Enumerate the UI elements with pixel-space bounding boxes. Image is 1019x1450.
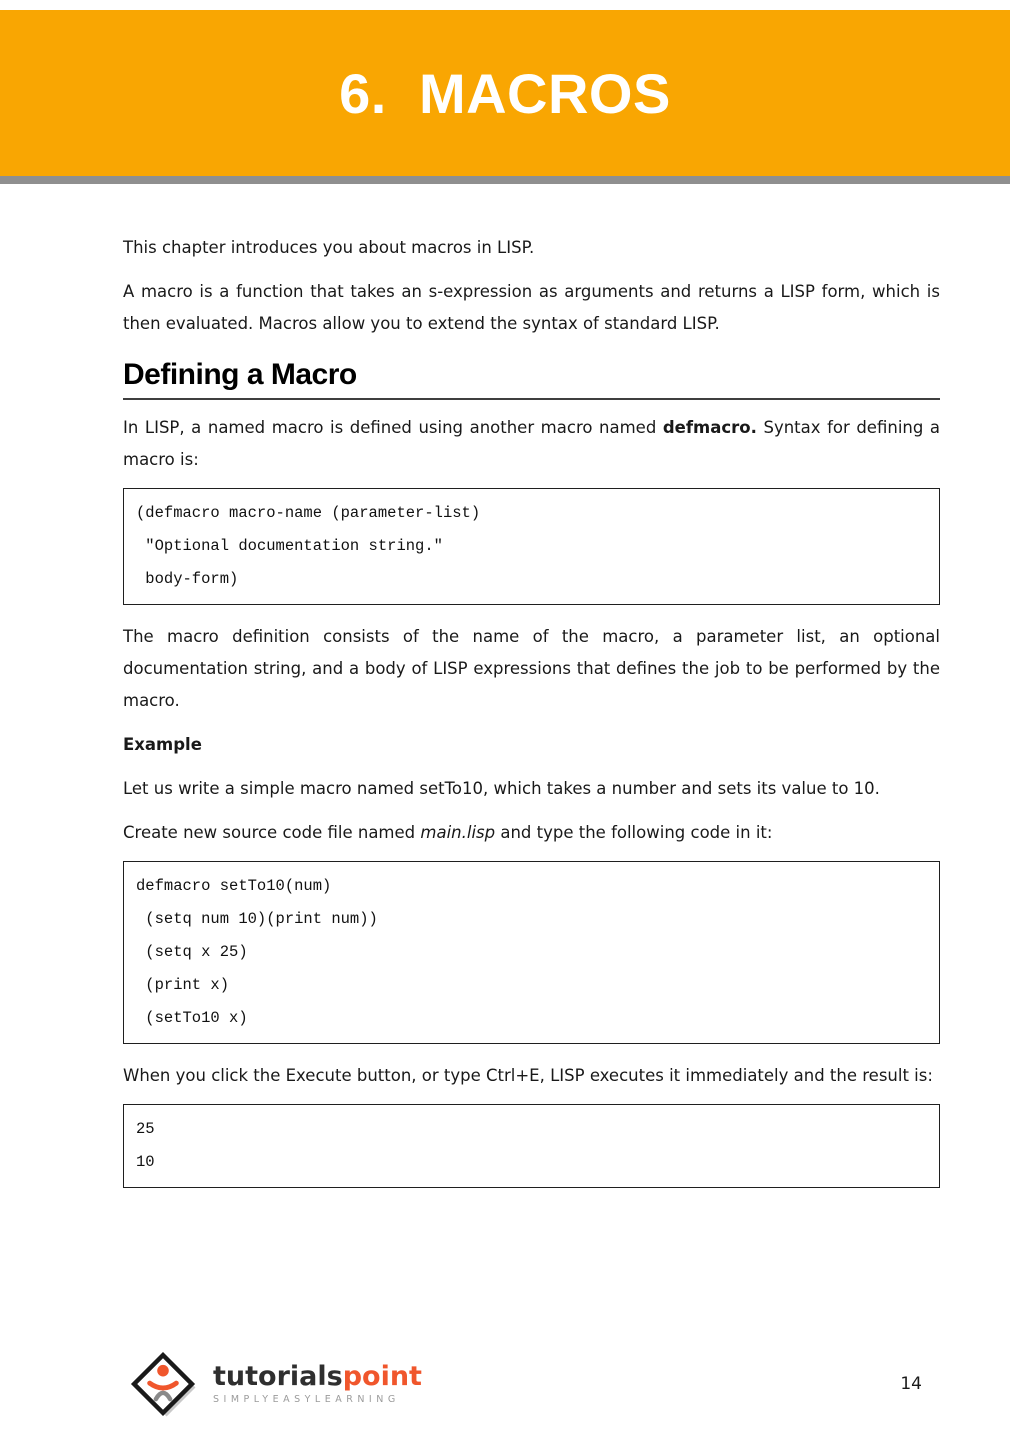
paragraph-execute-result: When you click the Execute button, or type Ctrl+E, LISP executes it immediately and the result is: [123,1066,933,1085]
code-line: (print x) [136,976,230,994]
paragraph-macro-description: A macro is a function that takes an s-expression as arguments and returns a LISP form, which is then evaluated. Macros allow you to extend the syntax of standard LISP. [123,282,940,333]
pdf-page [0,10,1019,1405]
page-number: 14 [900,1374,922,1394]
paragraph-create-file [123,817,940,849]
main-lisp-filename: main.lisp [420,823,496,842]
code-block-example-code [123,861,940,1044]
text-run-post: and type the following code in it: [495,823,773,842]
text-run-post: Syntax for defining a macro is: [123,418,941,469]
text-run-pre: In LISP, a named macro is defined using another macro named [123,418,663,437]
code-block-output [123,1104,940,1188]
page-footer [123,1344,940,1424]
code-line: body-form) [136,570,239,588]
chapter-banner [0,10,1010,184]
code-line: (setq x 25) [136,943,248,961]
code-line: (setq num 10)(print num)) [136,910,378,928]
logo-diamond-icon [123,1344,203,1424]
defmacro-keyword: defmacro. [662,418,757,437]
brand-tagline: SIMPLYEASYLEARNING [213,1394,400,1405]
tutorialspoint-logo [123,1344,422,1424]
code-line: defmacro setTo10(num) [136,877,332,895]
code-line: 25 [136,1120,155,1138]
code-line: (setTo10 x) [136,1009,248,1027]
code-line: "Optional documentation string." [136,537,443,555]
heading-defining-a-macro: Defining a Macro [123,358,940,400]
code-block-defmacro-syntax [123,488,940,605]
content-area [0,184,1019,1188]
paragraph-defining-syntax [123,412,940,476]
paragraph-example-intro: Let us write a simple macro named setTo10, which takes a number and sets its value to 10. [123,779,880,798]
text-run-pre: Create new source code file named [123,823,421,842]
chapter-title: 6. MACROS [339,61,671,125]
brand-name-point: point [342,1361,422,1392]
example-label: Example [123,735,202,754]
paragraph-intro: This chapter introduces you about macros in LISP. [123,238,535,257]
code-line: 10 [136,1153,155,1171]
paragraph-definition-consists: The macro definition consists of the name of the macro, a parameter list, an optional documentation string, and a body of LISP expressions that defines the job to be performed by the macro. [123,627,940,710]
code-line: (defmacro macro-name (parameter-list) [136,504,481,522]
brand-name-tutorials: tutorials [213,1361,343,1392]
brand-name [213,1363,422,1390]
logo-text [213,1363,422,1405]
